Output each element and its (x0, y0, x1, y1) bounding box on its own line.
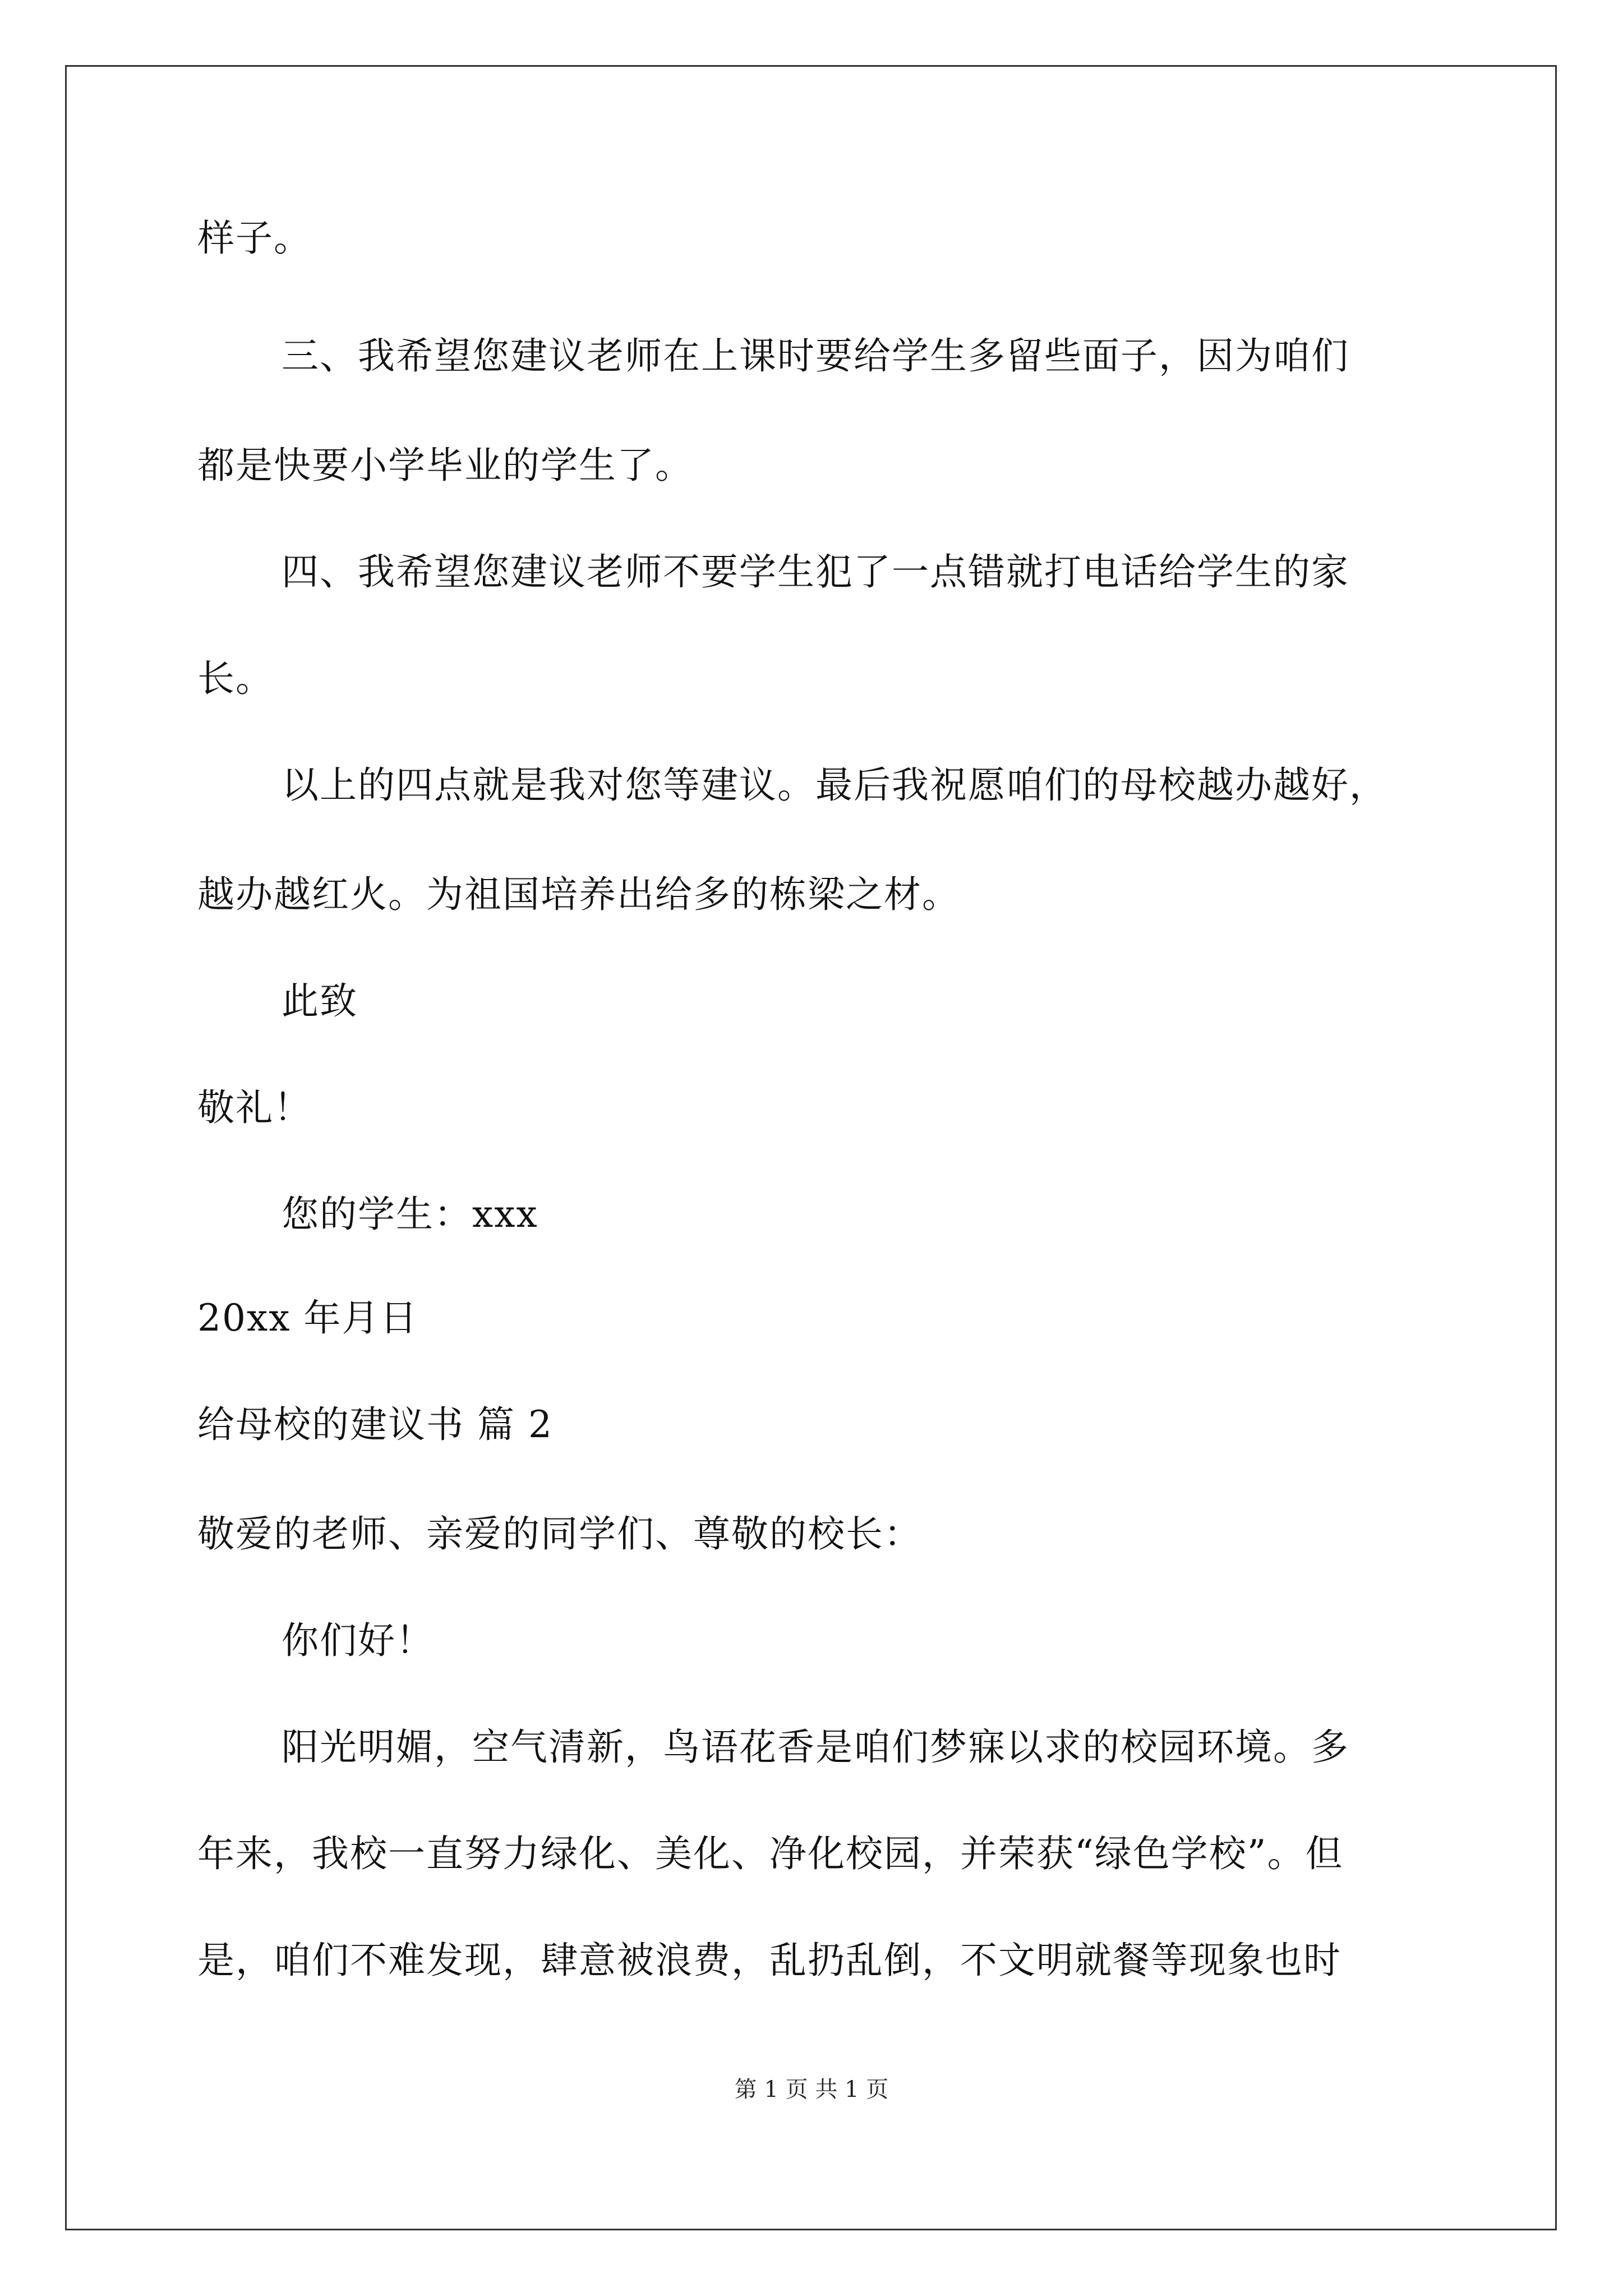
text-line: 年来，我校一直努力绿化、美化、净化校园，并荣获“绿色学校”。但 (197, 1832, 1344, 1875)
text-line: 三、我希望您建议老师在上课时要给学生多留些面子，因为咱们 (282, 334, 1349, 378)
text-line: 此致 (282, 979, 358, 1023)
text-line: 样子。 (197, 217, 312, 260)
page-border (65, 65, 1557, 2230)
text-line: 敬爱的老师、亲爱的同学们、尊敬的校长： (197, 1512, 922, 1556)
text-line: 四、我希望您建议老师不要学生犯了一点错就打电话给学生的家 (282, 550, 1349, 593)
text-line: 越办越红火。为祖国培养出给多的栋梁之材。 (197, 873, 960, 916)
text-line: 你们好！ (282, 1619, 434, 1662)
text-line: 敬礼！ (197, 1086, 312, 1129)
text-line: 是，咱们不难发现，肆意被浪费，乱扔乱倒，不文明就餐等现象也时 (197, 1939, 1341, 1982)
text-line: 您的学生：xxx (282, 1193, 538, 1236)
text-line: 都是快要小学毕业的学生了。 (197, 444, 693, 487)
section-heading: 给母校的建议书 篇 2 (197, 1403, 553, 1446)
text-line: 20xx 年月日 (197, 1296, 418, 1340)
text-line: 阳光明媚，空气清新，鸟语花香是咱们梦寐以求的校园环境。多 (282, 1726, 1349, 1769)
text-line: 长。 (197, 657, 274, 700)
text-line: 以上的四点就是我对您等建议。最后我祝愿咱们的母校越办越好， (282, 763, 1387, 807)
page-footer: 第 1 页 共 1 页 (734, 2077, 889, 2102)
